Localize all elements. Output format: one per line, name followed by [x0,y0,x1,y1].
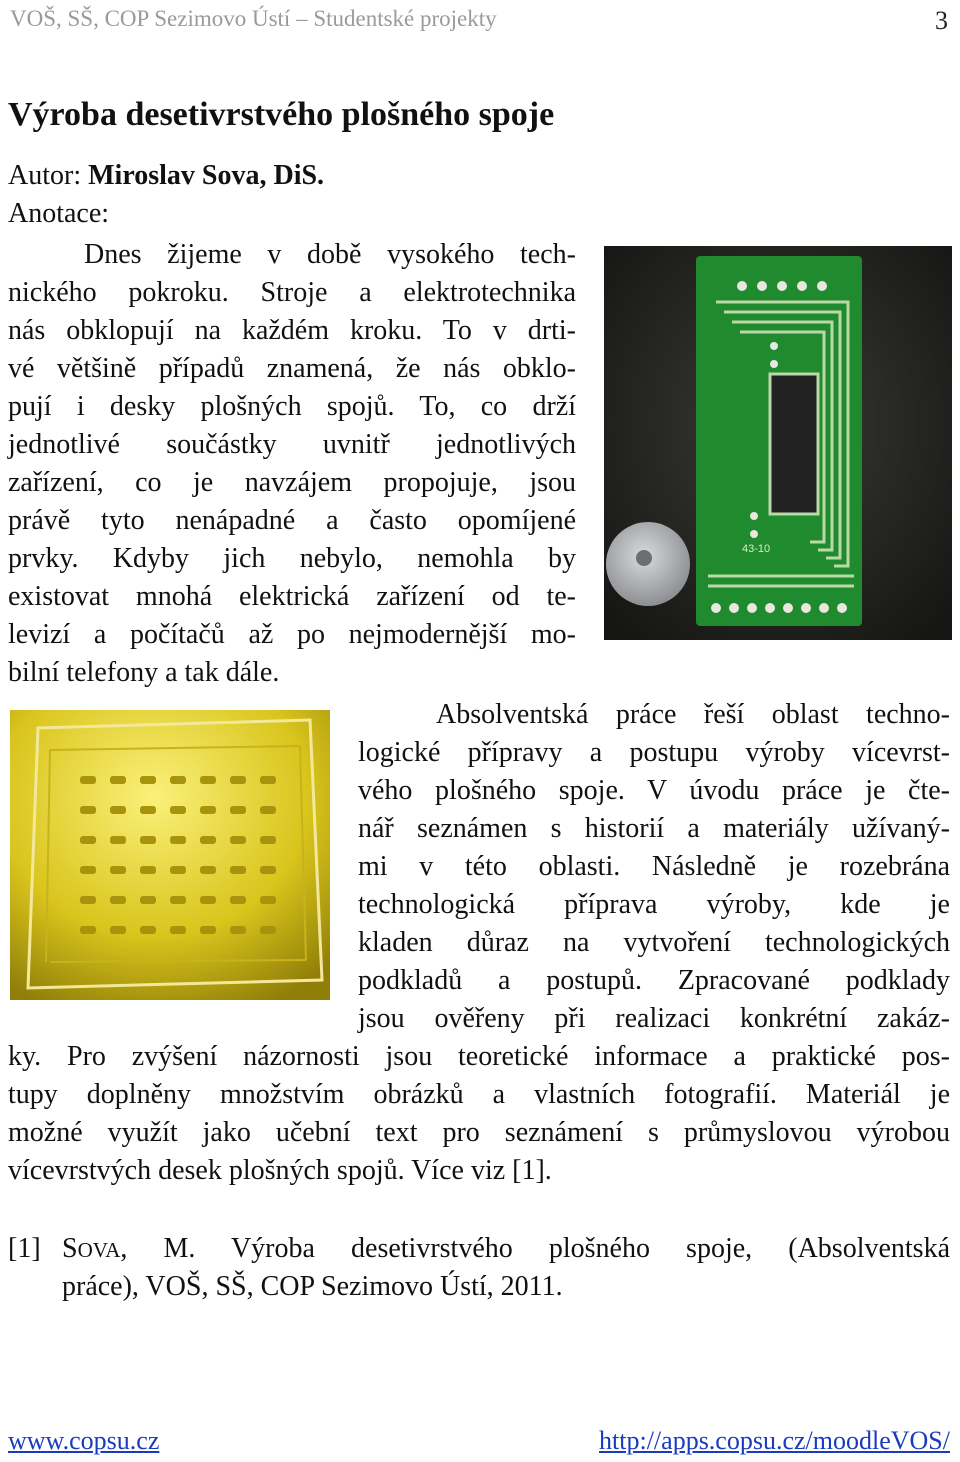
footer-link-right[interactable]: http://apps.copsu.cz/moodleVOS/ [599,1426,950,1455]
running-header: VOŠ, SŠ, COP Sezimovo Ústí – Studentské projekty [10,6,497,31]
para1-line: nického pokroku. Stroje a elektrotechnika [8,277,576,308]
para1-line: prvky. Kdyby jich nebylo, nemohla by [8,543,576,574]
article-title: Výroba desetivrstvého plošného spoje [8,96,555,133]
para1-line: jednotlivé součástky uvnitř jednotlivých [8,429,576,460]
author-name: Miroslav Sova, DiS. [88,160,325,191]
para1-line: levizí a počítačů až po nejmodernější mo- [8,619,576,650]
para1-line: pují i desky plošných spojů. To, co drží [8,391,576,422]
para1-line: existovat mnohá elektrická zařízení od te- [8,581,576,612]
para1-line: zařízení, co je navzájem propojuje, jsou [8,467,576,498]
para3-line: možné využít jako učební text pro seznámení s průmyslovou výrobou [8,1117,950,1148]
para3-line: vícevrstvých desek plošných spojů. Více viz [1]. [8,1155,552,1186]
pcb-photo [604,246,952,640]
para2-line: nář seznámen s historií a materiály užívaný- [358,813,950,844]
reference-line-2: práce), VOŠ, SŠ, COP Sezimovo Ústí, 2011. [62,1271,563,1302]
para2-line: mi v této oblasti. Následně je rozebrána [358,851,950,882]
para1-line: vé většině případů znamená, že nás obklo- [8,353,576,384]
author-line [8,160,324,192]
film-photo [10,710,330,1000]
reference-author-smallcaps: OVA [77,1238,121,1262]
para1-line: bilní telefony a tak dále. [8,657,280,688]
reference-text: , M. Výroba desetivrstvého plošného spoje, (Absolventská [120,1233,950,1264]
pcb-label: 43-10 [742,543,771,555]
reference-number: [1] [8,1233,41,1264]
para2-line: podkladů a postupů. Zpracované podklady [358,965,950,996]
para2-line: jsou ověřeny při realizaci konkrétní zakáz- [358,1003,950,1034]
para1-line: Dnes žijeme v době vysokého tech- [84,239,576,270]
footer-link-left[interactable]: www.copsu.cz [8,1426,160,1455]
annotation-label: Anotace: [8,198,110,229]
para2-line: logické přípravy a postupu výroby vícevrst- [358,737,950,768]
reference-author-initial: S [62,1233,78,1264]
para3-line: tupy doplněny množstvím obrázků a vlastních fotografií. Materiál je [8,1079,950,1110]
page-number: 3 [935,6,948,35]
reference-line-1 [62,1230,950,1269]
para2-line: vého plošného spoje. V úvodu práce je čte- [358,775,950,806]
para2-line: technologická příprava výroby, kde je [358,889,950,920]
para1-line: nás obklopují na každém kroku. To v drti- [8,315,576,346]
para1-line: právě tyto nenápadné a často opomíjené [8,505,576,536]
author-label: Autor: [8,160,82,191]
para3-line: ky. Pro zvýšení názornosti jsou teoretické informace a praktické pos- [8,1041,950,1072]
para2-line: kladen důraz na vytvoření technologických [358,927,950,958]
para2-line: Absolventská práce řeší oblast techno- [436,699,950,730]
